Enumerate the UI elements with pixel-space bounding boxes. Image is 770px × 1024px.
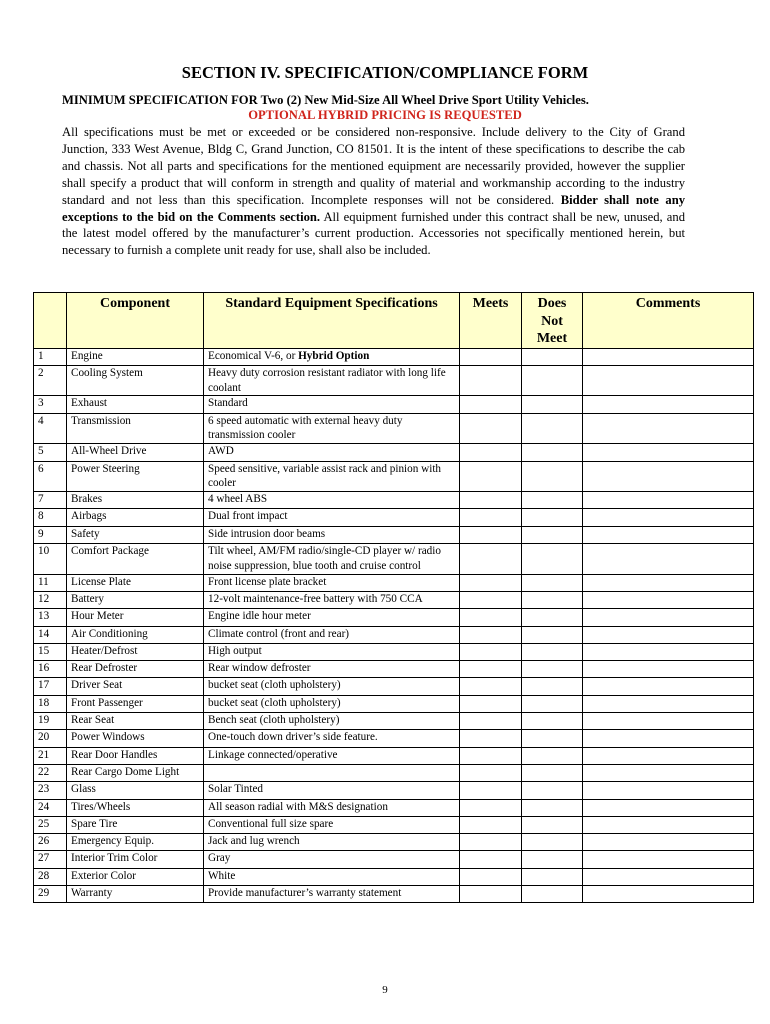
comments-cell[interactable] <box>583 678 754 695</box>
component-cell: License Plate <box>67 574 204 591</box>
comments-cell[interactable] <box>583 396 754 413</box>
header-number <box>34 293 67 349</box>
does-not-meet-cell[interactable] <box>522 643 583 660</box>
does-not-meet-cell[interactable] <box>522 348 583 365</box>
meets-cell[interactable] <box>460 816 522 833</box>
table-row <box>34 782 754 799</box>
meets-cell[interactable] <box>460 886 522 903</box>
component-cell: Spare Tire <box>67 816 204 833</box>
table-row <box>34 509 754 526</box>
spec-text: Solar Tinted <box>208 783 264 796</box>
comments-cell[interactable] <box>583 544 754 575</box>
does-not-meet-cell[interactable] <box>522 834 583 851</box>
does-not-meet-cell[interactable] <box>522 444 583 461</box>
spec-text: AWD <box>208 445 234 458</box>
spec-cell <box>204 609 460 626</box>
component-cell: Exterior Color <box>67 868 204 885</box>
spec-text: 6 speed automatic with external heavy duty transmission cooler <box>208 414 403 442</box>
table-row <box>34 851 754 868</box>
component-cell: Emergency Equip. <box>67 834 204 851</box>
spec-cell <box>204 713 460 730</box>
table-row <box>34 444 754 461</box>
component-cell: Comfort Package <box>67 544 204 575</box>
comments-cell[interactable] <box>583 492 754 509</box>
row-number: 17 <box>34 678 67 695</box>
meets-cell[interactable] <box>460 492 522 509</box>
spec-text: Heavy duty corrosion resistant radiator with long life coolant <box>208 366 446 394</box>
spec-cell <box>204 661 460 678</box>
spec-cell <box>204 764 460 781</box>
row-number: 18 <box>34 695 67 712</box>
table-header-row <box>34 293 754 349</box>
meets-cell[interactable] <box>460 509 522 526</box>
table-row <box>34 574 754 591</box>
does-not-meet-cell[interactable] <box>522 492 583 509</box>
row-number: 16 <box>34 661 67 678</box>
meets-cell[interactable] <box>460 461 522 492</box>
intro-text-part2: All equipment furnished under this contract shall be new, unused, and the latest model offered by the manufacturer’s current production. Accessories not specifically mentioned herein, but necessary to furnish a complete unit ready for use, shall also be included. <box>62 209 685 258</box>
spec-text: Climate control (front and rear) <box>208 627 350 640</box>
row-number: 5 <box>34 444 67 461</box>
meets-cell[interactable] <box>460 851 522 868</box>
spec-text: Dual front impact <box>208 510 288 523</box>
comments-cell[interactable] <box>583 834 754 851</box>
does-not-meet-cell[interactable] <box>522 413 583 444</box>
comments-cell[interactable] <box>583 747 754 764</box>
row-number: 19 <box>34 713 67 730</box>
comments-cell[interactable] <box>583 816 754 833</box>
row-number: 7 <box>34 492 67 509</box>
does-not-meet-cell[interactable] <box>522 661 583 678</box>
meets-cell[interactable] <box>460 868 522 885</box>
table-row <box>34 713 754 730</box>
spec-text: Speed sensitive, variable assist rack and pinion with cooler <box>208 462 442 490</box>
meets-cell[interactable] <box>460 365 522 396</box>
does-not-meet-cell[interactable] <box>522 747 583 764</box>
does-not-meet-cell[interactable] <box>522 591 583 608</box>
does-not-meet-cell[interactable] <box>522 851 583 868</box>
row-number: 27 <box>34 851 67 868</box>
meets-cell[interactable] <box>460 591 522 608</box>
table-row <box>34 626 754 643</box>
row-number: 10 <box>34 544 67 575</box>
meets-cell[interactable] <box>460 730 522 747</box>
component-cell: Exhaust <box>67 396 204 413</box>
component-cell: Rear Cargo Dome Light <box>67 764 204 781</box>
comments-cell[interactable] <box>583 574 754 591</box>
spec-cell <box>204 730 460 747</box>
does-not-meet-cell[interactable] <box>522 574 583 591</box>
row-number: 6 <box>34 461 67 492</box>
component-cell: Safety <box>67 526 204 543</box>
comments-cell[interactable] <box>583 851 754 868</box>
comments-cell[interactable] <box>583 713 754 730</box>
does-not-meet-cell[interactable] <box>522 764 583 781</box>
comments-cell[interactable] <box>583 609 754 626</box>
component-cell: Rear Door Handles <box>67 747 204 764</box>
table-row <box>34 886 754 903</box>
row-number: 14 <box>34 626 67 643</box>
does-not-meet-cell[interactable] <box>522 609 583 626</box>
intro-text-part1: All specifications must be met or exceeded or be considered non-responsive. Include delivery to the City of Grand Junction, 333 West Avenue, Bldg C, Grand Junction, CO 81501. It is the intent of these specifications to describe the cab and chassis. Not all parts and specifications for the mentioned equipment are necessarily provided, however the supplier shall specify a product that will conform in strength and quality of material and workmanship according to the industry standard and not less than this specification. Incomplete responses will not be considered. <box>62 125 685 207</box>
table-row <box>34 348 754 365</box>
meets-cell[interactable] <box>460 713 522 730</box>
does-not-meet-cell[interactable] <box>522 816 583 833</box>
table-row <box>34 461 754 492</box>
component-cell: Cooling System <box>67 365 204 396</box>
intro-paragraph <box>62 124 685 259</box>
spec-cell <box>204 461 460 492</box>
meets-cell[interactable] <box>460 782 522 799</box>
spec-cell <box>204 348 460 365</box>
header-meets: Meets <box>460 293 522 349</box>
spec-text: bucket seat (cloth upholstery) <box>208 679 341 692</box>
spec-cell <box>204 396 460 413</box>
does-not-meet-cell[interactable] <box>522 886 583 903</box>
spec-text: Side intrusion door beams <box>208 527 326 540</box>
table-row <box>34 747 754 764</box>
meets-cell[interactable] <box>460 444 522 461</box>
meets-cell[interactable] <box>460 747 522 764</box>
meets-cell[interactable] <box>460 799 522 816</box>
spec-cell <box>204 851 460 868</box>
spec-text: All season radial with M&S designation <box>208 800 388 813</box>
comments-cell[interactable] <box>583 591 754 608</box>
component-cell: Tires/Wheels <box>67 799 204 816</box>
spec-text: Bench seat (cloth upholstery) <box>208 714 340 727</box>
spec-cell <box>204 365 460 396</box>
row-number: 21 <box>34 747 67 764</box>
spec-cell <box>204 695 460 712</box>
component-cell: All-Wheel Drive <box>67 444 204 461</box>
row-number: 23 <box>34 782 67 799</box>
component-cell: Battery <box>67 591 204 608</box>
spec-cell <box>204 444 460 461</box>
spec-cell <box>204 591 460 608</box>
table-row <box>34 413 754 444</box>
row-number: 24 <box>34 799 67 816</box>
spec-cell <box>204 868 460 885</box>
row-number: 22 <box>34 764 67 781</box>
meets-cell[interactable] <box>460 396 522 413</box>
comments-cell[interactable] <box>583 730 754 747</box>
row-number: 9 <box>34 526 67 543</box>
header-does-not-meet: Does Not Meet <box>522 293 583 349</box>
spec-text: One-touch down driver’s side feature. <box>208 731 378 744</box>
spec-text: Rear window defroster <box>208 662 311 675</box>
header-spec: Standard Equipment Specifications <box>204 293 460 349</box>
component-cell: Rear Seat <box>67 713 204 730</box>
spec-cell <box>204 643 460 660</box>
meets-cell[interactable] <box>460 643 522 660</box>
meets-cell[interactable] <box>460 544 522 575</box>
does-not-meet-cell[interactable] <box>522 526 583 543</box>
component-cell: Rear Defroster <box>67 661 204 678</box>
comments-cell[interactable] <box>583 799 754 816</box>
meets-cell[interactable] <box>460 695 522 712</box>
component-cell: Airbags <box>67 509 204 526</box>
component-cell: Heater/Defrost <box>67 643 204 660</box>
comments-cell[interactable] <box>583 365 754 396</box>
spec-cell <box>204 782 460 799</box>
spec-cell <box>204 834 460 851</box>
component-cell: Brakes <box>67 492 204 509</box>
does-not-meet-cell[interactable] <box>522 695 583 712</box>
row-number: 12 <box>34 591 67 608</box>
spec-text: 4 wheel ABS <box>208 493 268 506</box>
spec-text: Tilt wheel, AM/FM radio/single-CD player w/ radio noise suppression, blue tooth and cruise control <box>208 545 441 572</box>
does-not-meet-cell[interactable] <box>522 544 583 575</box>
meets-cell[interactable] <box>460 574 522 591</box>
table-row <box>34 730 754 747</box>
comments-cell[interactable] <box>583 348 754 365</box>
spec-text: Jack and lug wrench <box>208 835 300 848</box>
comments-cell[interactable] <box>583 526 754 543</box>
spec-cell <box>204 626 460 643</box>
does-not-meet-cell[interactable] <box>522 868 583 885</box>
spec-text: Engine idle hour meter <box>208 610 311 623</box>
spec-cell <box>204 678 460 695</box>
comments-cell[interactable] <box>583 626 754 643</box>
table-row <box>34 365 754 396</box>
component-cell: Engine <box>67 348 204 365</box>
row-number: 3 <box>34 396 67 413</box>
comments-cell[interactable] <box>583 461 754 492</box>
row-number: 26 <box>34 834 67 851</box>
comments-cell[interactable] <box>583 509 754 526</box>
does-not-meet-cell[interactable] <box>522 626 583 643</box>
table-body <box>34 348 754 903</box>
table-row <box>34 678 754 695</box>
spec-bold-text: Hybrid Option <box>298 349 370 362</box>
table-row <box>34 834 754 851</box>
comments-cell[interactable] <box>583 782 754 799</box>
row-number: 25 <box>34 816 67 833</box>
row-number: 2 <box>34 365 67 396</box>
does-not-meet-cell[interactable] <box>522 509 583 526</box>
component-cell: Interior Trim Color <box>67 851 204 868</box>
component-cell: Glass <box>67 782 204 799</box>
meets-cell[interactable] <box>460 764 522 781</box>
spec-text: Standard <box>208 397 248 410</box>
spec-text: bucket seat (cloth upholstery) <box>208 696 341 709</box>
comments-cell[interactable] <box>583 661 754 678</box>
comments-cell[interactable] <box>583 413 754 444</box>
spec-text: Gray <box>208 852 231 865</box>
table-row <box>34 526 754 543</box>
table-row <box>34 661 754 678</box>
intro-bold-notice: Bidder shall note any exceptions to the bid on the Comments section. <box>62 192 686 224</box>
spec-cell <box>204 799 460 816</box>
table-row <box>34 643 754 660</box>
component-cell: Transmission <box>67 413 204 444</box>
component-cell: Warranty <box>67 886 204 903</box>
spec-cell <box>204 886 460 903</box>
spec-cell <box>204 816 460 833</box>
comments-cell[interactable] <box>583 886 754 903</box>
comments-cell[interactable] <box>583 444 754 461</box>
table-row <box>34 799 754 816</box>
spec-text: Front license plate bracket <box>208 575 327 588</box>
spec-cell <box>204 747 460 764</box>
spec-cell <box>204 526 460 543</box>
comments-cell[interactable] <box>583 643 754 660</box>
component-cell: Driver Seat <box>67 678 204 695</box>
spec-text: Conventional full size spare <box>208 817 334 830</box>
spec-text: High output <box>208 644 262 657</box>
header-comments: Comments <box>583 293 754 349</box>
comments-cell[interactable] <box>583 868 754 885</box>
meets-cell[interactable] <box>460 609 522 626</box>
does-not-meet-cell[interactable] <box>522 782 583 799</box>
meets-cell[interactable] <box>460 678 522 695</box>
meets-cell[interactable] <box>460 526 522 543</box>
does-not-meet-cell[interactable] <box>522 713 583 730</box>
spec-cell <box>204 492 460 509</box>
row-number: 1 <box>34 348 67 365</box>
component-cell: Power Steering <box>67 461 204 492</box>
spec-cell <box>204 574 460 591</box>
spec-cell <box>204 509 460 526</box>
component-cell: Front Passenger <box>67 695 204 712</box>
meets-cell[interactable] <box>460 834 522 851</box>
row-number: 4 <box>34 413 67 444</box>
table-row <box>34 396 754 413</box>
spec-cell <box>204 413 460 444</box>
spec-text: Provide manufacturer’s warranty statement <box>208 887 402 899</box>
table-row <box>34 609 754 626</box>
does-not-meet-cell[interactable] <box>522 730 583 747</box>
row-number: 11 <box>34 574 67 591</box>
meets-cell[interactable] <box>460 348 522 365</box>
table-row <box>34 591 754 608</box>
table-row <box>34 695 754 712</box>
meets-cell[interactable] <box>460 626 522 643</box>
does-not-meet-cell[interactable] <box>522 799 583 816</box>
optional-hybrid-note: OPTIONAL HYBRID PRICING IS REQUESTED <box>248 108 522 122</box>
table-row <box>34 492 754 509</box>
header-component: Component <box>67 293 204 349</box>
table-row <box>34 816 754 833</box>
meets-cell[interactable] <box>460 413 522 444</box>
page-title: SECTION IV. SPECIFICATION/COMPLIANCE FORM <box>181 63 589 82</box>
spec-text: 12-volt maintenance-free battery with 750 CCA <box>208 592 423 605</box>
component-cell: Power Windows <box>67 730 204 747</box>
does-not-meet-cell[interactable] <box>522 396 583 413</box>
table-row <box>34 544 754 575</box>
row-number: 13 <box>34 609 67 626</box>
comments-cell[interactable] <box>583 764 754 781</box>
does-not-meet-cell[interactable] <box>522 678 583 695</box>
spec-text: White <box>208 869 236 882</box>
does-not-meet-cell[interactable] <box>522 461 583 492</box>
row-number: 29 <box>34 886 67 903</box>
page-number: 9 <box>382 984 388 996</box>
component-cell: Hour Meter <box>67 609 204 626</box>
row-number: 8 <box>34 509 67 526</box>
table-row <box>34 764 754 781</box>
row-number: 28 <box>34 868 67 885</box>
does-not-meet-cell[interactable] <box>522 365 583 396</box>
component-cell: Air Conditioning <box>67 626 204 643</box>
row-number: 20 <box>34 730 67 747</box>
spec-text: Linkage connected/operative <box>208 748 338 761</box>
spec-subtitle: MINIMUM SPECIFICATION FOR Two (2) New Mid-Size All Wheel Drive Sport Utility Vehicles. <box>62 93 589 107</box>
row-number: 15 <box>34 643 67 660</box>
comments-cell[interactable] <box>583 695 754 712</box>
meets-cell[interactable] <box>460 661 522 678</box>
table-row <box>34 868 754 885</box>
spec-compliance-table <box>33 292 754 903</box>
spec-cell <box>204 544 460 575</box>
spec-text: Economical V-6, or <box>208 349 299 362</box>
